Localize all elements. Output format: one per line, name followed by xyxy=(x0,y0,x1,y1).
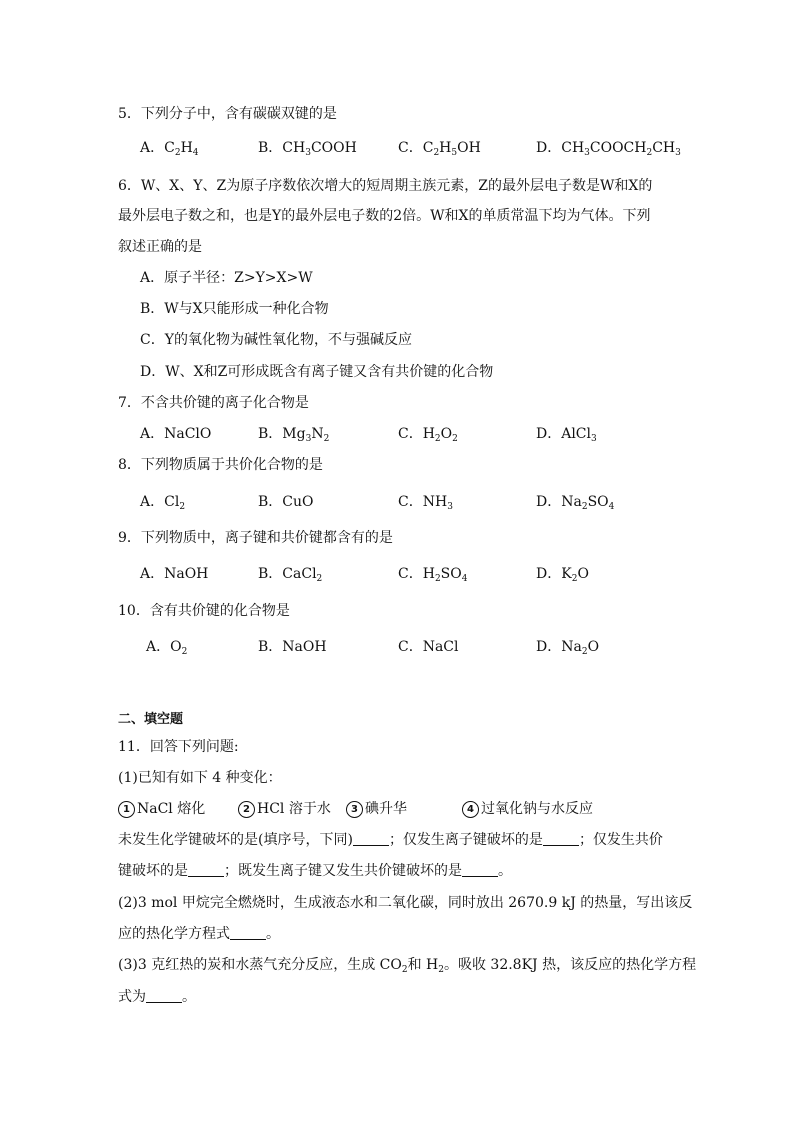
q7-option-d: D．AlCl$_3$ xyxy=(536,426,597,444)
q11-part3-line2: 式为 。 xyxy=(118,989,196,1005)
answer-blank[interactable] xyxy=(462,862,498,877)
q5-option-a: A．$C_2H_4$ xyxy=(140,140,199,158)
q9-option-c: C．$H_2SO_4$ xyxy=(398,566,468,584)
answer-blank[interactable] xyxy=(353,831,389,846)
section-title-fill-in: 二、填空题 xyxy=(118,712,184,727)
q10-option-d: D．$Na_2O$ xyxy=(536,639,600,657)
q9-option-d: D．$K_2O$ xyxy=(536,566,589,584)
q9-option-b: B．CaCl$_2$ xyxy=(258,566,323,584)
answer-blank[interactable] xyxy=(230,925,266,940)
q11-part2-line1: (2)3 mol 甲烷完全燃烧时，生成液态水和二氧化碳，同时放出 2670.9 kJ 的热量，写出该反 xyxy=(118,895,693,911)
q6-stem-line1: 6．W、X、Y、Z为原子序数依次增大的短周期主族元素，Z的最外层电子数是W和X的 xyxy=(118,178,653,194)
q5-option-c: C．$C_2H_5OH$ xyxy=(398,140,481,158)
q5-stem: 5．下列分子中，含有碳碳双键的是 xyxy=(118,106,337,122)
answer-blank[interactable] xyxy=(146,988,182,1003)
q10-option-b: B．NaOH xyxy=(258,639,327,655)
q8-stem: 8．下列物质属于共价化合物的是 xyxy=(118,457,323,473)
q6-option-c: C．Y的氧化物为碱性氧化物，不与强碱反应 xyxy=(140,332,412,348)
q11-item-2: 2 HCl 溶于水 xyxy=(238,799,331,819)
q11-item-1: 1 NaCl 熔化 xyxy=(118,799,205,819)
q5-option-b: B．$CH_3COOH$ xyxy=(258,140,357,158)
q8-option-d: D．$Na_2SO_4$ xyxy=(536,494,615,512)
answer-blank[interactable] xyxy=(188,862,224,877)
q7-stem: 7．不含共价键的离子化合物是 xyxy=(118,395,309,411)
q11-part1-line2: 键破坏的是 ；既发生离子键又发生共价键破坏的是 。 xyxy=(118,863,512,879)
q8-option-c: C．$NH_3$ xyxy=(398,494,453,512)
q6-option-d: D．W、X和Z可形成既含有离子键又含有共价键的化合物 xyxy=(140,364,494,380)
q5-option-d: D．$CH_3COOCH_2CH_3$ xyxy=(536,140,681,158)
q11-part3-line1: (3)3 克红热的炭和水蒸气充分反应，生成 $CO_2$和 $H_2$。吸收 32.8KJ 热，该反应的热化学方程 xyxy=(118,957,697,975)
q8-option-a: A．$Cl_2$ xyxy=(140,494,186,512)
q11-stem: 11．回答下列问题: xyxy=(118,739,239,755)
circled-number-4: 4 xyxy=(462,801,479,818)
q9-stem: 9．下列物质中，离子键和共价键都含有的是 xyxy=(118,530,393,546)
q8-option-b: B．CuO xyxy=(258,494,314,510)
q11-item-4: 4 过氧化钠与水反应 xyxy=(462,799,593,819)
q11-part1-line1: 未发生化学键破坏的是(填序号，下同) ；仅发生离子键破坏的是 ；仅发生共价 xyxy=(118,832,663,848)
q9-option-a: A．NaOH xyxy=(140,566,209,582)
q10-option-c: C．NaCl xyxy=(398,639,459,655)
q6-option-a: A．原子半径：Z>Y>X>W xyxy=(140,270,313,286)
q7-option-a: A．NaClO xyxy=(140,426,212,442)
q7-option-b: B．$Mg_3N_2$ xyxy=(258,426,330,444)
q6-stem-line3: 叙述正确的是 xyxy=(118,239,202,255)
circled-number-3: 3 xyxy=(346,801,363,818)
q6-option-b: B．W与X只能形成一种化合物 xyxy=(140,301,329,317)
circled-number-1: 1 xyxy=(118,801,135,818)
answer-blank[interactable] xyxy=(543,831,579,846)
q11-part1-intro: (1)已知有如下 4 种变化： xyxy=(118,770,282,786)
circled-number-2: 2 xyxy=(238,801,255,818)
q6-stem-line2: 最外层电子数之和，也是Y的最外层电子数的2倍。W和X的单质常温下均为气体。下列 xyxy=(118,208,651,224)
q11-item-3: 3 碘升华 xyxy=(346,799,407,819)
q7-option-c: C．$H_2O_2$ xyxy=(398,426,458,444)
q10-stem: 10．含有共价键的化合物是 xyxy=(118,603,290,619)
q10-option-a: A．$O_2$ xyxy=(146,639,188,657)
q11-part2-line2: 应的热化学方程式 。 xyxy=(118,926,280,942)
